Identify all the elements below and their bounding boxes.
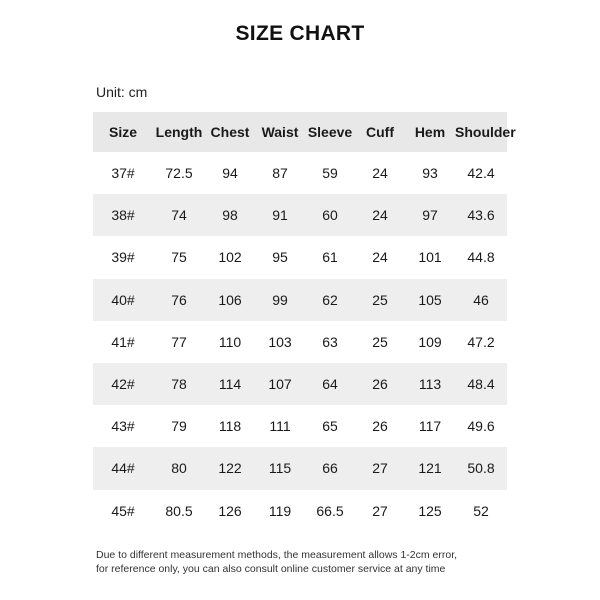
cell-shoulder: 47.2 bbox=[467, 333, 495, 350]
cell-sleeve: 59 bbox=[322, 165, 338, 182]
cell-chest: 102 bbox=[218, 249, 242, 266]
cell-shoulder: 49.6 bbox=[467, 418, 495, 435]
cell-sleeve: 64 bbox=[322, 376, 338, 393]
cell-chest: 110 bbox=[218, 333, 242, 350]
cell-size: 41# bbox=[111, 333, 135, 350]
size-table bbox=[93, 112, 516, 532]
cell-hem: 97 bbox=[422, 207, 438, 224]
cell-cuff: 26 bbox=[372, 376, 388, 393]
cell-length: 75 bbox=[171, 249, 187, 266]
cell-shoulder: 42.4 bbox=[467, 165, 495, 182]
header-sleeve: Sleeve bbox=[307, 124, 353, 140]
cell-length: 77 bbox=[171, 333, 187, 350]
table-row bbox=[93, 363, 507, 405]
cell-cuff: 25 bbox=[372, 333, 388, 350]
cell-length: 79 bbox=[171, 418, 187, 435]
cell-hem: 121 bbox=[418, 460, 442, 477]
cell-sleeve: 63 bbox=[322, 333, 338, 350]
cell-size: 38# bbox=[111, 207, 135, 224]
cell-cuff: 24 bbox=[372, 165, 388, 182]
cell-chest: 122 bbox=[218, 460, 242, 477]
header-waist: Waist bbox=[261, 124, 299, 140]
cell-size: 40# bbox=[111, 291, 135, 308]
cell-size: 45# bbox=[111, 502, 135, 519]
unit-label: Unit: cm bbox=[96, 84, 148, 100]
disclaimer-line-2: for reference only, you can also consult online customer service at any time bbox=[96, 562, 446, 575]
cell-hem: 101 bbox=[418, 249, 442, 266]
cell-hem: 93 bbox=[422, 165, 438, 182]
cell-chest: 126 bbox=[218, 502, 242, 519]
cell-sleeve: 66.5 bbox=[316, 502, 344, 519]
page-title: SIZE CHART bbox=[235, 22, 365, 45]
cell-waist: 107 bbox=[268, 376, 292, 393]
cell-length: 76 bbox=[171, 291, 187, 308]
cell-size: 39# bbox=[111, 249, 135, 266]
cell-length: 74 bbox=[171, 207, 187, 224]
table-row bbox=[93, 236, 507, 278]
cell-waist: 115 bbox=[268, 460, 292, 477]
cell-chest: 114 bbox=[218, 376, 242, 393]
header-length: Length bbox=[155, 124, 203, 140]
cell-sleeve: 60 bbox=[322, 207, 338, 224]
disclaimer-note bbox=[96, 549, 457, 576]
header-cuff: Cuff bbox=[366, 124, 394, 140]
disclaimer-line-1: Due to different measurement methods, the measurement allows 1-2cm error, bbox=[96, 549, 458, 561]
cell-shoulder: 46 bbox=[473, 291, 489, 308]
cell-shoulder: 44.8 bbox=[467, 249, 495, 266]
cell-cuff: 24 bbox=[372, 249, 388, 266]
cell-cuff: 27 bbox=[372, 502, 388, 519]
table-row bbox=[93, 152, 507, 194]
cell-sleeve: 66 bbox=[322, 460, 338, 477]
cell-shoulder: 52 bbox=[473, 502, 489, 519]
cell-sleeve: 65 bbox=[322, 418, 338, 435]
cell-size: 44# bbox=[111, 460, 135, 477]
header-chest: Chest bbox=[210, 124, 250, 140]
table-row bbox=[93, 405, 507, 447]
cell-length: 80 bbox=[171, 460, 187, 477]
header-shoulder: Shoulder bbox=[455, 124, 516, 140]
cell-waist: 111 bbox=[269, 418, 291, 435]
cell-size: 43# bbox=[111, 418, 135, 435]
cell-size: 42# bbox=[111, 376, 135, 393]
cell-hem: 105 bbox=[418, 291, 442, 308]
cell-chest: 94 bbox=[222, 165, 238, 182]
cell-hem: 113 bbox=[418, 376, 442, 393]
cell-hem: 125 bbox=[418, 502, 442, 519]
cell-cuff: 25 bbox=[372, 291, 388, 308]
cell-waist: 87 bbox=[272, 165, 288, 182]
table-header-row bbox=[93, 112, 507, 152]
cell-shoulder: 50.8 bbox=[467, 460, 495, 477]
table-row bbox=[93, 490, 507, 532]
cell-chest: 118 bbox=[218, 418, 242, 435]
table-row bbox=[93, 279, 507, 321]
cell-length: 72.5 bbox=[165, 165, 193, 182]
table-row bbox=[93, 321, 507, 363]
cell-shoulder: 43.6 bbox=[467, 207, 495, 224]
cell-cuff: 26 bbox=[372, 418, 388, 435]
cell-waist: 99 bbox=[272, 291, 288, 308]
cell-waist: 91 bbox=[272, 207, 288, 224]
header-size: Size bbox=[108, 124, 137, 140]
cell-waist: 103 bbox=[268, 333, 292, 350]
cell-chest: 106 bbox=[218, 291, 242, 308]
cell-cuff: 24 bbox=[372, 207, 388, 224]
cell-sleeve: 61 bbox=[322, 249, 338, 266]
cell-waist: 95 bbox=[272, 249, 288, 266]
cell-hem: 109 bbox=[418, 333, 442, 350]
table-row bbox=[93, 194, 507, 236]
cell-waist: 119 bbox=[268, 502, 292, 519]
cell-shoulder: 48.4 bbox=[467, 376, 495, 393]
cell-chest: 98 bbox=[222, 207, 238, 224]
cell-sleeve: 62 bbox=[322, 291, 338, 308]
cell-size: 37# bbox=[111, 165, 135, 182]
cell-cuff: 27 bbox=[372, 460, 388, 477]
cell-length: 80.5 bbox=[165, 502, 193, 519]
table-row bbox=[93, 447, 507, 489]
cell-length: 78 bbox=[171, 376, 187, 393]
header-hem: Hem bbox=[414, 124, 446, 140]
cell-hem: 117 bbox=[418, 418, 442, 435]
